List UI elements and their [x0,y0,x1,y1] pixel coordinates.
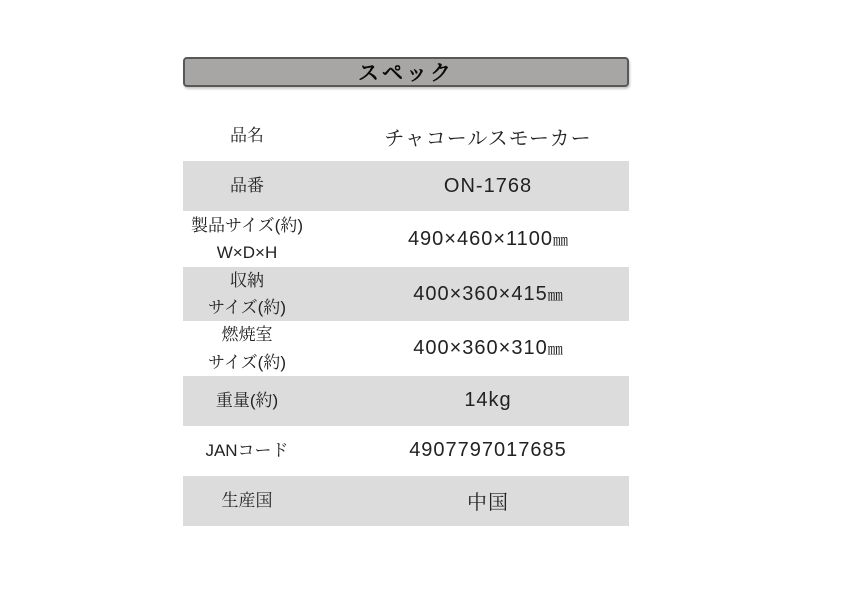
spec-value [311,175,629,198]
spec-value [311,228,629,251]
spec-label-line: 生産国 [221,491,273,511]
spec-label [183,487,311,514]
spec-value-text: 400×360×415 [413,282,548,305]
spec-label-line: サイズ(約) [208,352,286,372]
spec-value [311,337,629,360]
spec-label-line: 品名 [230,126,264,146]
spec-header-bar [183,57,629,87]
spec-value [311,486,629,515]
spec-value-text: 中国 [467,492,509,515]
spec-value-text: 400×360×310 [413,337,548,360]
spec-label-line: 重量(約) [215,391,279,411]
spec-label-line: JANコード [205,441,289,461]
spec-value-unit: ㎜ [547,341,563,359]
spec-header-title: スペック [358,62,454,85]
spec-label [183,387,311,414]
spec-value [311,122,629,151]
spec-value-text: 14kg [464,389,512,412]
spec-label-line: サイズ(約) [208,298,286,318]
spec-row-storage-size [183,267,629,321]
spec-table [183,111,629,526]
spec-value [311,439,629,462]
spec-label-line: 製品サイズ(約) [191,215,303,235]
spec-row-product-size [183,211,629,267]
spec-row-weight [183,376,629,426]
spec-value-text: ON-1768 [443,174,533,197]
spec-row-product-name [183,111,629,161]
spec-label-line: 品番 [230,176,264,196]
spec-row-country-of-origin [183,476,629,526]
spec-value-text: 4907797017685 [409,439,567,462]
spec-label-line: 燃焼室 [221,325,273,345]
spec-value [311,389,629,412]
spec-label [183,267,311,321]
spec-label [183,437,311,464]
spec-value-unit: ㎜ [553,231,569,249]
spec-row-jan-code [183,426,629,476]
spec-value-text: チャコールスモーカー [384,127,592,150]
spec-label-line: 収納 [230,271,264,290]
spec-row-product-number [183,161,629,211]
spec-label-line: W×D×H [216,243,278,262]
spec-label [183,122,311,149]
spec-label [183,321,311,375]
spec-value-unit: ㎜ [547,286,563,304]
spec-value [311,283,629,306]
spec-row-combustion-chamber-size [183,321,629,375]
spec-label [183,172,311,199]
spec-value-text: 490×460×1100 [407,227,554,250]
spec-block [183,57,629,526]
spec-label [183,212,311,266]
